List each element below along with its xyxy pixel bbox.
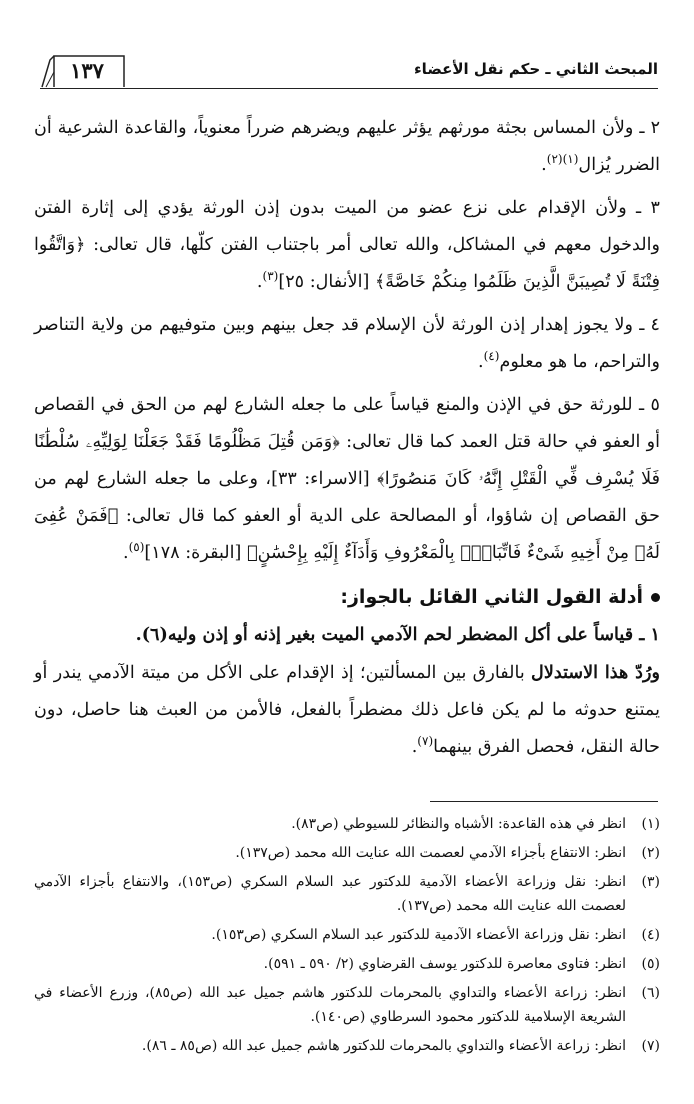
- footnote-5: (٥) انظر: فتاوى معاصرة للدكتور يوسف القرضاوي (٢/ ٥٩٠ ـ ٥٩١).: [263, 956, 660, 972]
- evidence-1: ١ ـ قياساً على أكل المضطر لحم الآدمي الميت بغير إذنه أو إذن وليه(٦).: [135, 624, 660, 645]
- footnote-ref: (٥): [128, 540, 145, 555]
- footnote-6: (٦) انظر: زراعة الأعضاء والتداوي بالمحرمات للدكتور هاشم جميل عبد الله (ص٨٥)، وزرع الأعضاء في الشريعة الإسلامية للدكتور محمود السرطاوي (ص١٤٠).: [34, 985, 660, 1025]
- footnote-2: (٢) انظر: الانتفاع بأجزاء الآدمي لعصمت الله عنايت الله محمد (ص١٣٧).: [235, 845, 660, 861]
- footnote-1: (١) انظر في هذه القاعدة: الأشباه والنظائر للسيوطي (ص٨٣).: [291, 816, 660, 832]
- footnotes: [34, 812, 660, 1063]
- footnote-ref: (٣): [262, 269, 279, 284]
- section-heading: أدلة القول الثاني القائل بالجواز:: [34, 578, 660, 616]
- page-number-frame: [40, 52, 126, 88]
- bullet-icon: [651, 593, 660, 602]
- footnote-separator: [430, 801, 658, 802]
- rebuttal-lead: ورُدّ هذا الاستدلال: [531, 662, 660, 683]
- footnote-7: (٧) انظر: زراعة الأعضاء والتداوي بالمحرمات للدكتور هاشم جميل عبد الله (ص٨٥ ـ ٨٦).: [141, 1038, 660, 1054]
- footnote-ref: (٤): [483, 349, 500, 364]
- footnote-ref: (٧): [417, 734, 434, 749]
- rebuttal-paragraph: ورُدّ هذا الاستدلال بالفارق بين المسألتين؛ إذ الإقدام على الأكل من ميتة الآدمي يندر أو يمتنع حدوثه ما لم يكن فاعل ذلك مضطراً بالفعل، فالأمن من العبث هنا حاصل، دون حالة النقل، فحصل الفرق بينهما$^{(٧)}$.: [34, 662, 660, 757]
- main-text: [34, 110, 660, 772]
- footnote-4: (٤) انظر: نقل وزراعة الأعضاء الآدمية للدكتور عبد السلام السكري (ص١٥٣).: [211, 927, 660, 943]
- header-title: المبحث الثاني ـ حكم نقل الأعضاء: [414, 60, 658, 78]
- header-rule: [40, 88, 658, 89]
- paragraph-5: ٥ ـ للورثة حق في الإذن والمنع قياساً على ما جعله الشارع لهم من الحق في القصاص أو العفو في حالة قتل العمد كما قال تعالى: ﴿وَمَن قُتِلَ مَظْلُومًا فَقَدْ جَعَلْنَا لِوَلِيِّهِۦ سُلْطَٰنًا فَلَا يُسْرِف فِّي الْقَتْلِ إِنَّهُۥ كَانَ مَنصُورًا﴾ [الاسراء: ٣٣]، وعلى ما جعله الشارع لهم من حق القصاص إن شاؤوا، أو المصالحة على الدية أو العفو كما قال تعالى: ﴿فَمَنْ عُفِىَ لَهُۥ مِنْ أَخِيهِ شَىْءٌ فَاتِّبَاعٌۢ بِالْمَعْرُوفِ وَأَدَآءٌ إِلَيْهِ بِإِحْسَٰنٍ﴾ [البقرة: ١٧٨]$^{(٥)}$.: [34, 395, 661, 563]
- footnote-ref: (١)(٢): [546, 152, 579, 167]
- page-number: ١٣٧: [70, 58, 104, 83]
- footnote-ref: (٦): [141, 624, 168, 645]
- footnote-3: (٣) انظر: نقل وزراعة الأعضاء الآدمية للدكتور عبد السلام السكري (ص١٥٣)، والانتفاع بأجزاء الآدمي لعصمت الله عنايت الله محمد (ص١٣٧).: [34, 874, 660, 914]
- paragraph-2: ٢ ـ ولأن المساس بجثة مورثهم يؤثر عليهم ويضرهم ضرراً معنوياً، والقاعدة الشرعية أن الضرر يُزال$^{(١)(٢)}$.: [34, 118, 661, 175]
- paragraph-3: ٣ ـ ولأن الإقدام على نزع عضو من الميت بدون إذن الورثة يؤدي إلى إثارة الفتن والدخول معهم في المشاكل، والله تعالى أمر باجتناب الفتن كلّها، قال تعالى: ﴿وَاتَّقُوا فِتْنَةً لَا تُصِيبَنَّ الَّذِينَ ظَلَمُوا مِنكُمْ خَاصَّةً﴾ [الأنفال: ٢٥]$^{(٣)}$.: [34, 198, 660, 292]
- paragraph-4: ٤ ـ ولا يجوز إهدار إذن الورثة لأن الإسلام قد جعل بينهم وبين متوفيهم من ولاية التناصر والتراحم، ما هو معلوم$^{(٤)}$.: [34, 315, 660, 372]
- page-header: [40, 52, 658, 92]
